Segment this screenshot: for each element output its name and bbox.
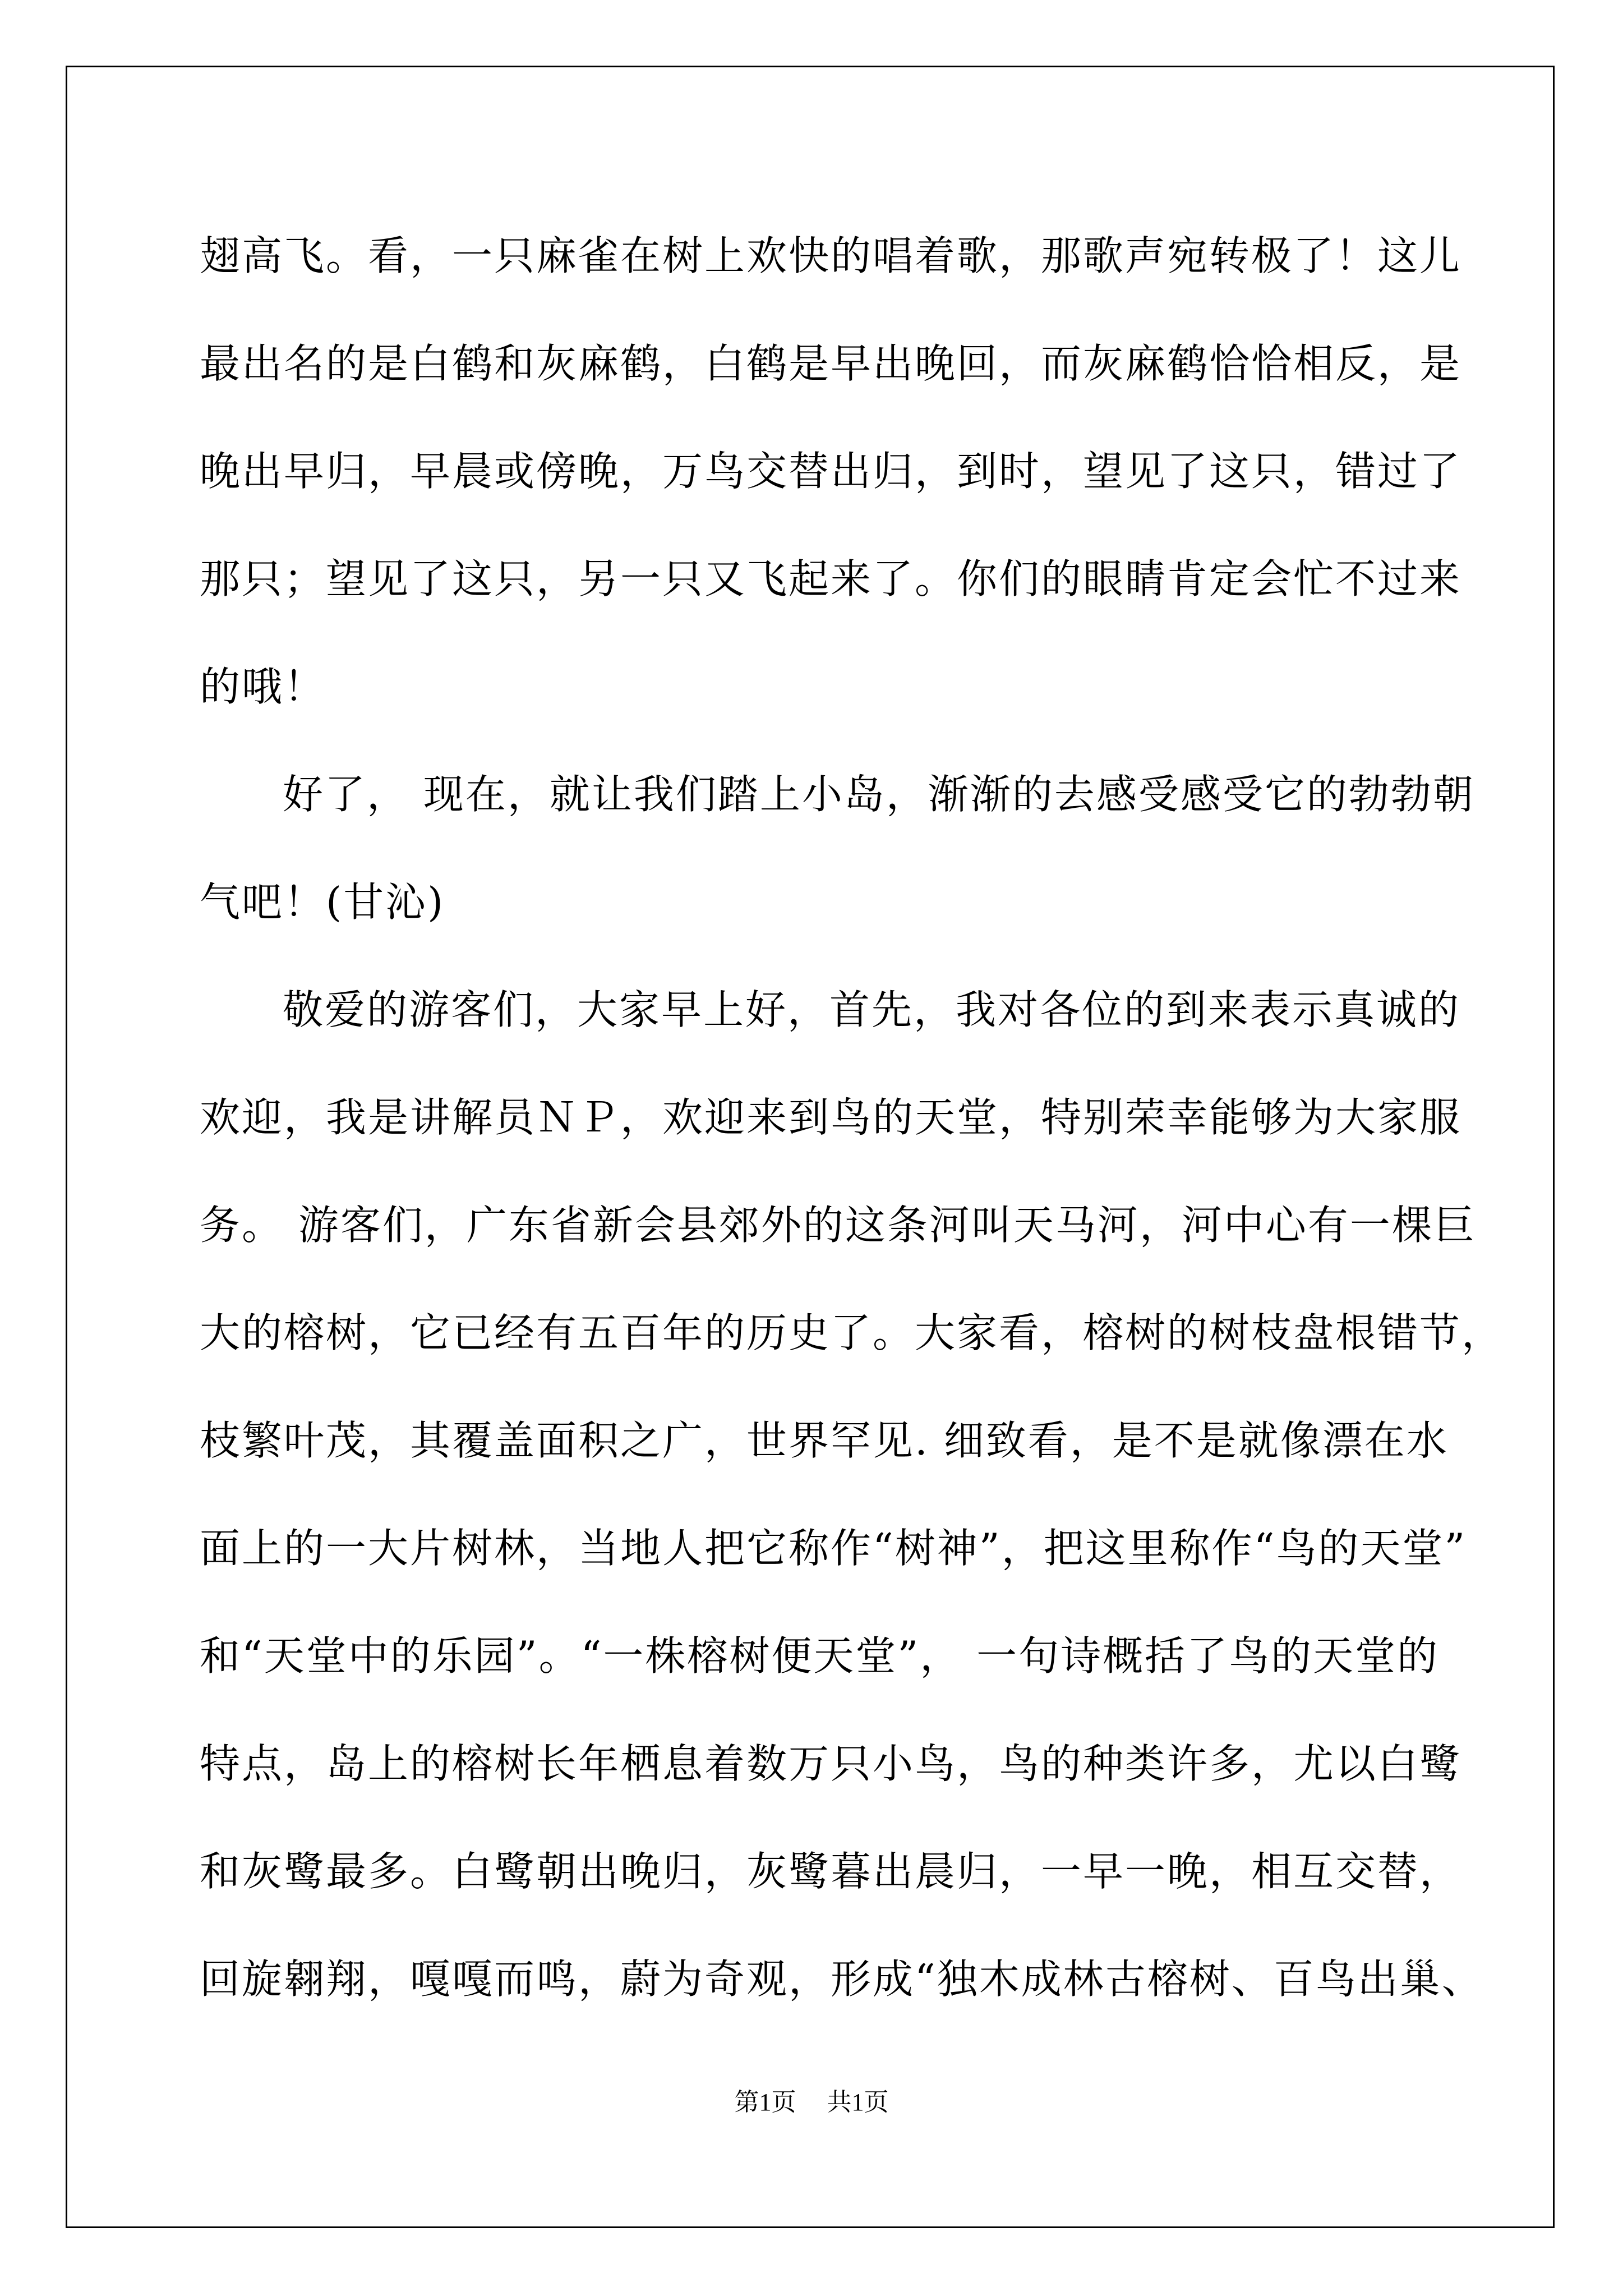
text-line-2: 最出名的是白鹤和灰麻鹤，白鹤是早出晚回，而灰麻鹤恰恰相反，是	[200, 340, 1462, 387]
page-footer	[0, 2086, 1623, 2119]
page-number: 第1页	[734, 2088, 796, 2116]
text-line-6: 好了， 现在，就让我们踏上小岛，渐渐的去感受感受它的勃勃朝	[283, 771, 1475, 818]
text-line-17: 回旋翱翔，嘎嘎而鸣，蔚为奇观，形成“独木成林古榕树、百鸟出巢、	[200, 1955, 1484, 2003]
text-line-4: 那只；望见了这只，另一只又飞起来了。你们的眼睛肯定会忙不过来	[200, 555, 1462, 602]
text-line-1: 翅高飞。看，一只麻雀在树上欢快的唱着歌，那歌声宛转极了！这儿	[200, 232, 1462, 279]
text-line-10: 务。 游客们，广东省新会县郊外的这条河叫天马河，河中心有一棵巨	[200, 1202, 1476, 1249]
text-line-12: 枝繁叶茂，其覆盖面积之广，世界罕见. 细致看，是不是就像漂在水	[200, 1417, 1449, 1464]
text-line-7: 气吧！(甘沁)	[200, 878, 445, 926]
text-line-3: 晚出早归，早晨或傍晚，万鸟交替出归，到时，望见了这只，错过了	[200, 448, 1462, 495]
text-line-5: 的哦！	[200, 663, 326, 710]
text-line-9: 欢迎，我是讲解员ＮＰ，欢迎来到鸟的天堂，特别荣幸能够为大家服	[200, 1094, 1462, 1141]
text-line-14: 和“天堂中的乐园”。“一株榕树便天堂”， 一句诗概括了鸟的天堂的	[200, 1632, 1440, 1680]
text-line-15: 特点，岛上的榕树长年栖息着数万只小鸟，鸟的种类许多，尤以白鹭	[200, 1740, 1462, 1787]
page-total: 共1页	[827, 2088, 889, 2116]
body-text	[200, 202, 1504, 2033]
text-line-13: 面上的一大片树林，当地人把它称作“树神”，把这里称作“鸟的天堂”	[200, 1525, 1467, 1572]
text-line-16: 和灰鹭最多。白鹭朝出晚归，灰鹭暮出晨归，一早一晚，相互交替，	[200, 1848, 1462, 1895]
text-line-8: 敬爱的游客们，大家早上好，首先，我对各位的到来表示真诚的	[283, 986, 1461, 1033]
text-line-11: 大的榕树，它已经有五百年的历史了。大家看，榕树的树枝盘根错节，	[200, 1309, 1504, 1356]
